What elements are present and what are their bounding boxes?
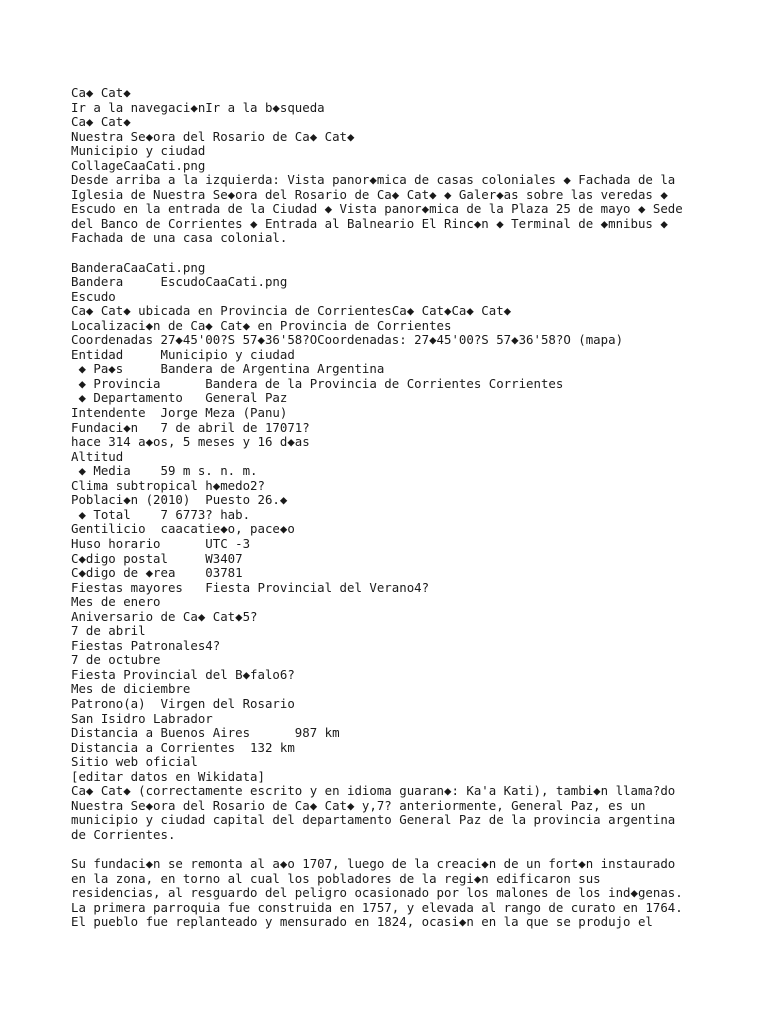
text-line: Poblaci◆n (2010) Puesto 26.◆ xyxy=(71,493,288,508)
text-line: Aniversario de Ca◆ Cat◆5? xyxy=(71,609,258,624)
text-line: Bandera EscudoCaaCati.png xyxy=(71,275,288,290)
text-line: ◆ Media 59 m s. n. m. xyxy=(71,464,258,479)
text-line: BanderaCaaCati.png xyxy=(71,260,206,275)
text-line: de Corrientes. xyxy=(71,827,176,842)
text-line: Ca◆ Cat◆ xyxy=(71,86,131,100)
text-line: Altitud xyxy=(71,449,124,464)
text-line: Fundaci◆n 7 de abril de 17071? xyxy=(71,420,310,435)
text-line: residencias, al resguardo del peligro ocasionado por los malones de los ind◆genas. xyxy=(71,886,683,901)
text-line: Ir a la navegaci◆nIr a la b◆squeda xyxy=(71,100,325,115)
text-line: del Banco de Corrientes ◆ Entrada al Balneario El Rinc◆n ◆ Terminal de ◆mnibus ◆ xyxy=(71,216,668,231)
text-line: Entidad Municipio y ciudad xyxy=(71,347,295,362)
text-line: ◆ Departamento General Paz xyxy=(71,391,288,406)
text-line: en la zona, en torno al cual los pobladores de la regi◆n edificaron sus xyxy=(71,871,601,886)
text-line: C◆digo de ◆rea 03781 xyxy=(71,566,243,581)
text-line: Localizaci◆n de Ca◆ Cat◆ en Provincia de Corrientes xyxy=(71,318,452,333)
text-line: Huso horario UTC -3 xyxy=(71,536,251,551)
text-line: Iglesia de Nuestra Se◆ora del Rosario de Ca◆ Cat◆ ◆ Galer◆as sobre las veredas ◆ xyxy=(71,187,668,202)
text-line: municipio y ciudad capital del departamento General Paz de la provincia argentina xyxy=(71,813,676,828)
text-line: Clima subtropical h◆medo2? xyxy=(71,478,265,493)
text-line: C◆digo postal W3407 xyxy=(71,551,243,566)
text-line: [editar datos en Wikidata] xyxy=(71,769,265,784)
text-line: Escudo en la entrada de la Ciudad ◆ Vista panor◆mica de la Plaza 25 de mayo ◆ Sede xyxy=(71,202,683,217)
text-line: Mes de diciembre xyxy=(71,682,191,697)
document-text xyxy=(71,86,761,930)
text-line: ◆ Provincia Bandera de la Provincia de Corrientes Corrientes xyxy=(71,376,564,391)
text-line: Nuestra Se◆ora del Rosario de Ca◆ Cat◆ y,7? anteriormente, General Paz, es un xyxy=(71,798,646,813)
text-line: 7 de abril xyxy=(71,624,146,639)
text-line: ◆ Pa◆s Bandera de Argentina Argentina xyxy=(71,362,385,377)
text-line: Intendente Jorge Meza (Panu) xyxy=(71,406,288,421)
text-line: La primera parroquia fue construida en 1757, y elevada al rango de curato en 1764. xyxy=(71,900,683,915)
text-line: Municipio y ciudad xyxy=(71,144,206,159)
text-line: Gentilicio caacatie◆o, pace◆o xyxy=(71,522,295,537)
text-line: Distancia a Corrientes 132 km xyxy=(71,740,295,755)
text-line: hace 314 a◆os, 5 meses y 16 d◆as xyxy=(71,435,310,450)
text-line: Fiestas Patronales4? xyxy=(71,638,221,653)
text-line: Desde arriba a la izquierda: Vista panor◆mica de casas coloniales ◆ Fachada de la xyxy=(71,173,676,188)
blank-line xyxy=(71,842,761,857)
text-line: 7 de octubre xyxy=(71,653,161,668)
text-line: Su fundaci◆n se remonta al a◆o 1707, luego de la creaci◆n de un fort◆n instaurado xyxy=(71,856,676,871)
text-line: Coordenadas 27◆45'00?S 57◆36'58?OCoordenadas: 27◆45'00?S 57◆36'58?O (mapa) xyxy=(71,333,624,348)
blank-line xyxy=(71,246,761,261)
text-line: Fiestas mayores Fiesta Provincial del Verano4? xyxy=(71,580,430,595)
text-line: Distancia a Buenos Aires 987 km xyxy=(71,726,340,741)
text-line: Ca◆ Cat◆ ubicada en Provincia de CorrientesCa◆ Cat◆Ca◆ Cat◆ xyxy=(71,304,512,319)
text-line: Fachada de una casa colonial. xyxy=(71,231,288,246)
text-line: Ca◆ Cat◆ (correctamente escrito y en idioma guaran◆: Ka'a Kati), tambi◆n llama?do xyxy=(71,784,676,799)
text-line: Mes de enero xyxy=(71,595,161,610)
text-line: El pueblo fue replanteado y mensurado en 1824, ocasi◆n en la que se produjo el xyxy=(71,915,653,930)
text-line: Fiesta Provincial del B◆falo6? xyxy=(71,667,295,682)
text-line: Escudo xyxy=(71,289,116,304)
text-line: CollageCaaCati.png xyxy=(71,158,206,173)
text-line: San Isidro Labrador xyxy=(71,711,213,726)
text-line: Nuestra Se◆ora del Rosario de Ca◆ Cat◆ xyxy=(71,129,355,144)
text-line: Patrono(a) Virgen del Rosario xyxy=(71,696,295,711)
text-line: Sitio web oficial xyxy=(71,755,198,770)
text-line: ◆ Total 7 6773? hab. xyxy=(71,507,251,522)
text-line: Ca◆ Cat◆ xyxy=(71,115,131,130)
